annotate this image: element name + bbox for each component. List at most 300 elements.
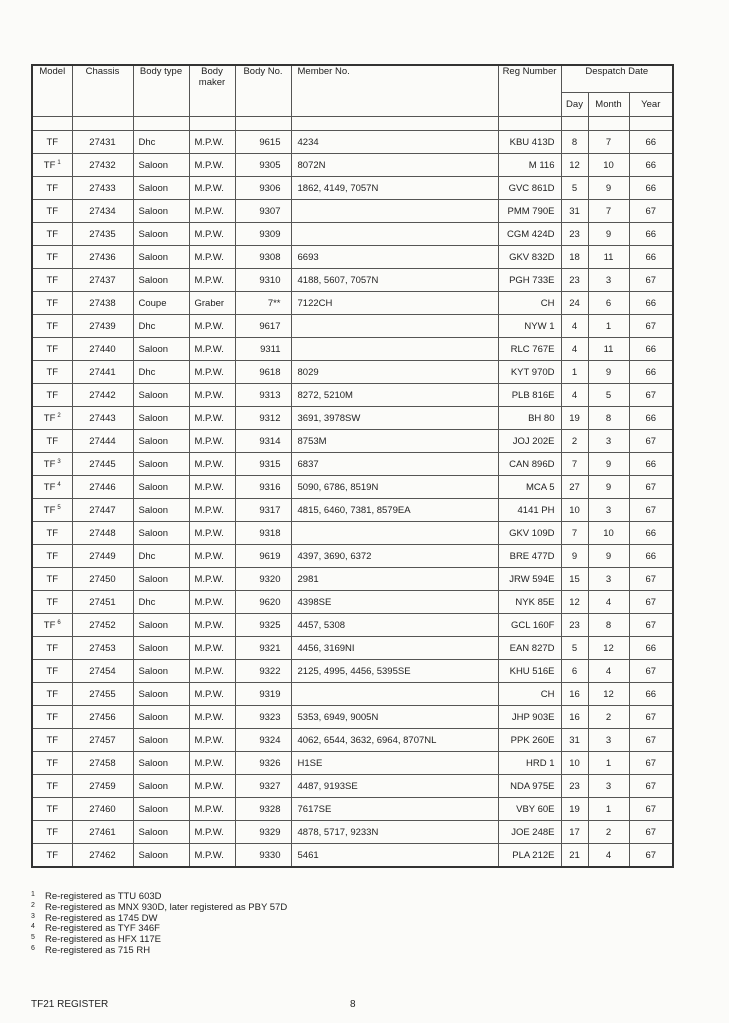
cell-member-no: 4456, 3169NI [291,637,498,660]
cell-reg-number: HRD 1 [498,752,561,775]
cell-day: 23 [561,775,588,798]
cell-body-no: 7** [235,292,291,315]
model-text: TF [46,389,59,401]
cell-reg-number: PLB 816E [498,384,561,407]
cell-model [32,775,72,798]
model-text: TF [46,734,59,746]
cell-body-no: 9305 [235,154,291,177]
cell-chassis: 27446 [72,476,133,499]
cell-reg-number: NDA 975E [498,775,561,798]
cell-day: 16 [561,706,588,729]
cell-month: 1 [588,315,629,338]
table-row [32,476,673,499]
model-text: TF [43,481,56,493]
cell-day: 6 [561,660,588,683]
cell-model [32,453,72,476]
cell-year: 66 [629,177,673,200]
cell-month: 9 [588,177,629,200]
cell-reg-number: 4141 PH [498,499,561,522]
table-row [32,660,673,683]
cell-body-no: 9312 [235,407,291,430]
cell-body-maker: M.P.W. [189,361,235,384]
cell-year: 66 [629,338,673,361]
header-body-type: Body type [133,65,189,117]
model-text: TF [46,550,59,562]
table-row [32,200,673,223]
cell-month: 3 [588,269,629,292]
cell-day: 21 [561,844,588,868]
cell-chassis: 27443 [72,407,133,430]
footer-title: TF21 REGISTER [31,999,109,1010]
cell-reg-number: JRW 594E [498,568,561,591]
cell-model [32,177,72,200]
cell-member-no: 5090, 6786, 8519N [291,476,498,499]
cell-day: 31 [561,200,588,223]
cell-member-no [291,522,498,545]
cell-month: 9 [588,453,629,476]
cell-chassis: 27455 [72,683,133,706]
cell-reg-number: PLA 212E [498,844,561,868]
cell-body-maker: M.P.W. [189,499,235,522]
cell-member-no [291,200,498,223]
cell-member-no: 3691, 3978SW [291,407,498,430]
cell-body-maker: M.P.W. [189,591,235,614]
cell-day: 31 [561,729,588,752]
footnote-number: 3 [31,912,35,920]
cell-body-maker: M.P.W. [189,476,235,499]
cell-chassis: 27435 [72,223,133,246]
cell-reg-number: BRE 477D [498,545,561,568]
cell-model [32,821,72,844]
model-text: TF [46,205,59,217]
cell-body-type: Saloon [133,476,189,499]
table-body [32,117,673,868]
cell-member-no: 4457, 5308 [291,614,498,637]
cell-model [32,752,72,775]
table-row [32,361,673,384]
cell-member-no: H1SE [291,752,498,775]
cell-chassis: 27461 [72,821,133,844]
cell-month: 4 [588,660,629,683]
cell-year: 67 [629,614,673,637]
cell-body-maker: M.P.W. [189,407,235,430]
cell-body-no: 9318 [235,522,291,545]
cell-member-no: 8753M [291,430,498,453]
cell-body-type: Coupe [133,292,189,315]
cell-month: 4 [588,844,629,868]
table-row [32,545,673,568]
cell-year: 66 [629,637,673,660]
cell-year: 66 [629,361,673,384]
cell-member-no [291,315,498,338]
model-text: TF [46,826,59,838]
cell-body-no: 9306 [235,177,291,200]
cell-month: 5 [588,384,629,407]
cell-year: 67 [629,315,673,338]
cell-reg-number: JHP 903E [498,706,561,729]
cell-month: 1 [588,752,629,775]
cell-year: 67 [629,591,673,614]
footnote-text: Re-registered as TYF 346F [45,923,160,935]
cell-body-type: Saloon [133,499,189,522]
cell-year: 67 [629,568,673,591]
cell-chassis: 27431 [72,131,133,154]
cell-day: 23 [561,614,588,637]
cell-body-maker: M.P.W. [189,706,235,729]
cell-body-type: Saloon [133,223,189,246]
cell-chassis: 27456 [72,706,133,729]
cell-year: 67 [629,798,673,821]
cell-model [32,522,72,545]
cell-body-type: Dhc [133,361,189,384]
cell-model [32,660,72,683]
model-text: TF [46,688,59,700]
cell-day: 2 [561,430,588,453]
model-text: TF [46,182,59,194]
cell-month: 12 [588,683,629,706]
cell-day: 19 [561,798,588,821]
cell-member-no [291,338,498,361]
footnotes [31,892,287,957]
cell-member-no: 8272, 5210M [291,384,498,407]
cell-body-maker: M.P.W. [189,200,235,223]
cell-body-no: 9615 [235,131,291,154]
cell-body-no: 9316 [235,476,291,499]
cell-body-type: Saloon [133,430,189,453]
footnote-number: 6 [31,944,35,952]
cell-year: 67 [629,384,673,407]
cell-year: 67 [629,499,673,522]
cell-body-maker: M.P.W. [189,683,235,706]
cell-member-no: 1862, 4149, 7057N [291,177,498,200]
cell-body-type: Saloon [133,522,189,545]
cell-model [32,499,72,522]
cell-day: 23 [561,269,588,292]
model-text: TF [46,780,59,792]
cell-body-type: Saloon [133,614,189,637]
cell-year: 66 [629,131,673,154]
footnote-item [31,946,287,957]
cell-body-maker: M.P.W. [189,660,235,683]
cell-chassis: 27450 [72,568,133,591]
cell-chassis: 27437 [72,269,133,292]
cell-day: 7 [561,453,588,476]
cell-year: 66 [629,522,673,545]
table-row [32,729,673,752]
cell-year: 66 [629,154,673,177]
cell-member-no: 4815, 6460, 7381, 8579EA [291,499,498,522]
cell-month: 2 [588,706,629,729]
cell-body-type: Saloon [133,200,189,223]
cell-member-no: 4398SE [291,591,498,614]
cell-body-type: Saloon [133,660,189,683]
cell-body-maker: M.P.W. [189,430,235,453]
cell-body-type: Saloon [133,798,189,821]
cell-body-no: 9328 [235,798,291,821]
cell-model [32,246,72,269]
cell-body-no: 9317 [235,499,291,522]
cell-month: 2 [588,821,629,844]
model-text: TF [46,573,59,585]
cell-body-maker: M.P.W. [189,798,235,821]
cell-reg-number: CH [498,683,561,706]
cell-member-no: 4062, 6544, 3632, 6964, 8707NL [291,729,498,752]
footnote-number: 1 [31,891,35,898]
table-row [32,522,673,545]
table-row [32,591,673,614]
header-despatch-date: Despatch Date [561,65,673,93]
cell-month: 9 [588,223,629,246]
cell-body-type: Saloon [133,706,189,729]
cell-day: 15 [561,568,588,591]
cell-reg-number: NYK 85E [498,591,561,614]
cell-model [32,269,72,292]
cell-body-type: Saloon [133,821,189,844]
cell-chassis: 27436 [72,246,133,269]
cell-reg-number: CGM 424D [498,223,561,246]
cell-body-maker: M.P.W. [189,269,235,292]
cell-body-type: Saloon [133,407,189,430]
table-row [32,499,673,522]
cell-body-no: 9619 [235,545,291,568]
header-day: Day [561,93,588,117]
table-row [32,706,673,729]
cell-body-no: 9322 [235,660,291,683]
register-table [31,64,674,868]
table-row [32,131,673,154]
table-row [32,775,673,798]
cell-year: 67 [629,844,673,868]
cell-chassis: 27462 [72,844,133,868]
header-month: Month [588,93,629,117]
model-text: TF [46,366,59,378]
model-text: TF [43,504,56,516]
table-row [32,614,673,637]
cell-chassis: 27447 [72,499,133,522]
cell-reg-number: GKV 832D [498,246,561,269]
cell-member-no [291,683,498,706]
cell-month: 7 [588,131,629,154]
cell-member-no: 8072N [291,154,498,177]
table-row [32,637,673,660]
cell-model [32,683,72,706]
cell-year: 67 [629,821,673,844]
cell-month: 9 [588,476,629,499]
model-text: TF [46,849,59,861]
table-row [32,384,673,407]
cell-body-maker: M.P.W. [189,177,235,200]
cell-model [32,706,72,729]
cell-day: 4 [561,338,588,361]
cell-model [32,545,72,568]
cell-body-no: 9311 [235,338,291,361]
cell-body-type: Saloon [133,752,189,775]
model-text: TF [43,619,56,631]
cell-reg-number: PMM 790E [498,200,561,223]
model-text: TF [46,596,59,608]
cell-chassis: 27460 [72,798,133,821]
footnote-text: Re-registered as 715 RH [45,944,151,956]
cell-body-no: 9310 [235,269,291,292]
cell-model [32,292,72,315]
footnote-marker: 6 [57,619,61,626]
cell-member-no: 4878, 5717, 9233N [291,821,498,844]
table-row [32,430,673,453]
cell-reg-number: BH 80 [498,407,561,430]
table-row [32,246,673,269]
spacer-row [32,117,673,131]
cell-body-no: 9620 [235,591,291,614]
cell-body-no: 9325 [235,614,291,637]
footnote-number: 2 [31,901,35,909]
cell-body-no: 9315 [235,453,291,476]
cell-model [32,844,72,868]
cell-reg-number: NYW 1 [498,315,561,338]
model-text: TF [46,228,59,240]
cell-body-type: Saloon [133,154,189,177]
cell-month: 6 [588,292,629,315]
cell-day: 18 [561,246,588,269]
footnote-text: Re-registered as MNX 930D, later registered as PBY 57D [45,901,288,913]
footnote-marker: 5 [57,504,61,511]
cell-body-no: 9617 [235,315,291,338]
cell-model [32,154,72,177]
model-text: TF [46,711,59,723]
cell-body-maker: M.P.W. [189,384,235,407]
cell-day: 23 [561,223,588,246]
cell-member-no: 7617SE [291,798,498,821]
cell-model [32,407,72,430]
cell-chassis: 27441 [72,361,133,384]
cell-month: 10 [588,522,629,545]
footnote-text: Re-registered as TTU 603D [45,891,162,902]
model-text: TF [46,665,59,677]
cell-model [32,614,72,637]
cell-year: 67 [629,775,673,798]
cell-month: 7 [588,200,629,223]
table-row [32,292,673,315]
cell-body-no: 9307 [235,200,291,223]
footnote-marker: 3 [57,458,61,465]
cell-year: 67 [629,200,673,223]
cell-body-maker: M.P.W. [189,131,235,154]
table-row [32,821,673,844]
cell-reg-number: JOE 248E [498,821,561,844]
cell-chassis: 27432 [72,154,133,177]
cell-month: 9 [588,361,629,384]
cell-day: 10 [561,499,588,522]
cell-day: 5 [561,637,588,660]
cell-chassis: 27454 [72,660,133,683]
cell-model [32,476,72,499]
cell-chassis: 27448 [72,522,133,545]
cell-reg-number: MCA 5 [498,476,561,499]
cell-model [32,223,72,246]
table-row [32,269,673,292]
footnote-marker: 4 [57,481,61,488]
cell-member-no: 5353, 6949, 9005N [291,706,498,729]
cell-member-no: 7122CH [291,292,498,315]
page-number: 8 [350,999,356,1010]
cell-body-maker: M.P.W. [189,154,235,177]
cell-day: 8 [561,131,588,154]
cell-day: 1 [561,361,588,384]
cell-reg-number: PGH 733E [498,269,561,292]
cell-reg-number: EAN 827D [498,637,561,660]
cell-year: 67 [629,430,673,453]
model-text: TF [46,803,59,815]
model-text: TF [46,251,59,263]
cell-body-type: Saloon [133,844,189,868]
cell-body-maker: M.P.W. [189,637,235,660]
cell-model [32,200,72,223]
table-row [32,568,673,591]
cell-day: 4 [561,384,588,407]
cell-day: 19 [561,407,588,430]
cell-member-no: 2125, 4995, 4456, 5395SE [291,660,498,683]
cell-chassis: 27458 [72,752,133,775]
header-reg-number: Reg Number [498,65,561,117]
cell-month: 11 [588,338,629,361]
cell-year: 66 [629,683,673,706]
cell-body-no: 9320 [235,568,291,591]
cell-reg-number: CH [498,292,561,315]
cell-year: 67 [629,729,673,752]
cell-body-type: Saloon [133,775,189,798]
cell-body-type: Saloon [133,568,189,591]
cell-day: 24 [561,292,588,315]
cell-year: 66 [629,453,673,476]
model-text: TF [46,136,59,148]
header-year: Year [629,93,673,117]
cell-member-no [291,223,498,246]
cell-reg-number: KBU 413D [498,131,561,154]
cell-body-no: 9313 [235,384,291,407]
cell-year: 67 [629,476,673,499]
cell-body-maker: M.P.W. [189,246,235,269]
cell-body-type: Saloon [133,729,189,752]
cell-day: 27 [561,476,588,499]
cell-month: 3 [588,568,629,591]
cell-body-no: 9324 [235,729,291,752]
cell-model [32,315,72,338]
cell-chassis: 27445 [72,453,133,476]
cell-reg-number: KHU 516E [498,660,561,683]
cell-body-maker: M.P.W. [189,729,235,752]
footnote-marker: 2 [57,412,61,419]
footnote-number: 5 [31,934,35,942]
cell-chassis: 27451 [72,591,133,614]
cell-model [32,384,72,407]
cell-body-maker: M.P.W. [189,453,235,476]
cell-member-no: 8029 [291,361,498,384]
cell-reg-number: VBY 60E [498,798,561,821]
cell-body-no: 9329 [235,821,291,844]
header-body-maker: Body maker [189,65,235,117]
cell-body-maker: M.P.W. [189,545,235,568]
cell-reg-number: GKV 109D [498,522,561,545]
header-chassis: Chassis [72,65,133,117]
model-text: TF [46,642,59,654]
cell-chassis: 27444 [72,430,133,453]
cell-body-maker: M.P.W. [189,821,235,844]
footnote-text: Re-registered as HFX 117E [45,934,161,946]
cell-body-type: Dhc [133,591,189,614]
cell-body-maker: M.P.W. [189,844,235,868]
cell-day: 16 [561,683,588,706]
cell-chassis: 27439 [72,315,133,338]
model-text: TF [43,458,56,470]
